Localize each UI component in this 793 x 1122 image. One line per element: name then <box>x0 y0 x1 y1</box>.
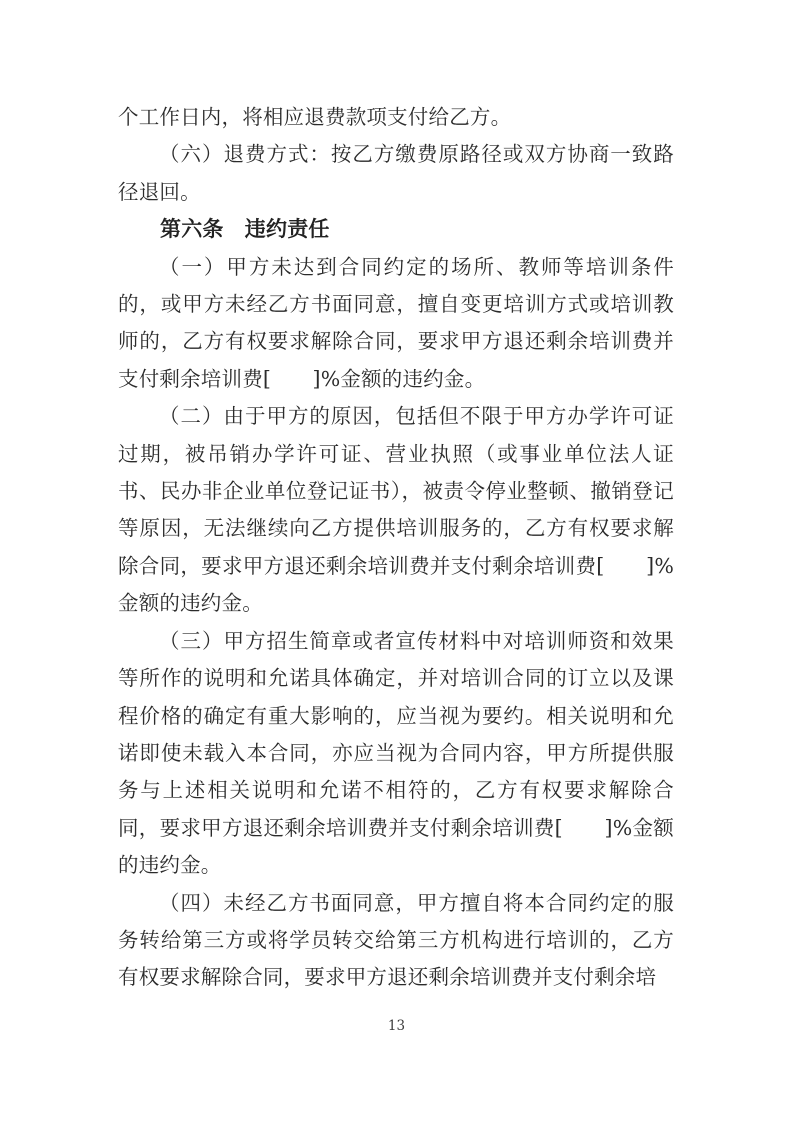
contract-text-block <box>118 99 674 997</box>
paragraph: （四）未经乙方书面同意，甲方擅自将本合同约定的服务转给第三方或将学员转交给第三方机构进行培训的，乙方有权要求解除合同，要求甲方退还剩余培训费并支付剩余培 <box>118 890 674 990</box>
section-heading: 第六条 违约责任 <box>160 217 330 242</box>
page-footer <box>0 1018 793 1034</box>
paragraph: （一）甲方未达到合同约定的场所、教师等培训条件的，或甲方未经乙方书面同意，擅自变更培训方式或培训教师的，乙方有权要求解除合同，要求甲方退还剩余培训费并支付剩余培训费[ ]%金额的违约金。 <box>118 254 674 391</box>
paragraph: （六）退费方式：按乙方缴费原路径或双方协商一致路径退回。 <box>118 142 674 204</box>
page-number: 13 <box>387 1018 406 1034</box>
paragraph: （二）由于甲方的原因，包括但不限于甲方办学许可证过期，被吊销办学许可证、营业执照（或事业单位法人证书、民办非企业单位登记证书），被责令停业整顿、撤销登记等原因，无法继续向乙方提供培训服务的，乙方有权要求解除合同，要求甲方退还剩余培训费并支付剩余培训费[ ]%金额的违约金。 <box>118 404 674 616</box>
paragraph: 个工作日内，将相应退费款项支付给乙方。 <box>118 105 512 129</box>
paragraph: （三）甲方招生简章或者宣传材料中对培训师资和效果等所作的说明和允诺具体确定，并对培训合同的订立以及课程价格的确定有重大影响的，应当视为要约。相关说明和允诺即使未载入本合同，亦应当视为合同内容，甲方所提供服务与上述相关说明和允诺不相符的，乙方有权要求解除合同，要求甲方退还剩余培训费并支付剩余培训费[ ]%金额的违约金。 <box>118 628 674 878</box>
